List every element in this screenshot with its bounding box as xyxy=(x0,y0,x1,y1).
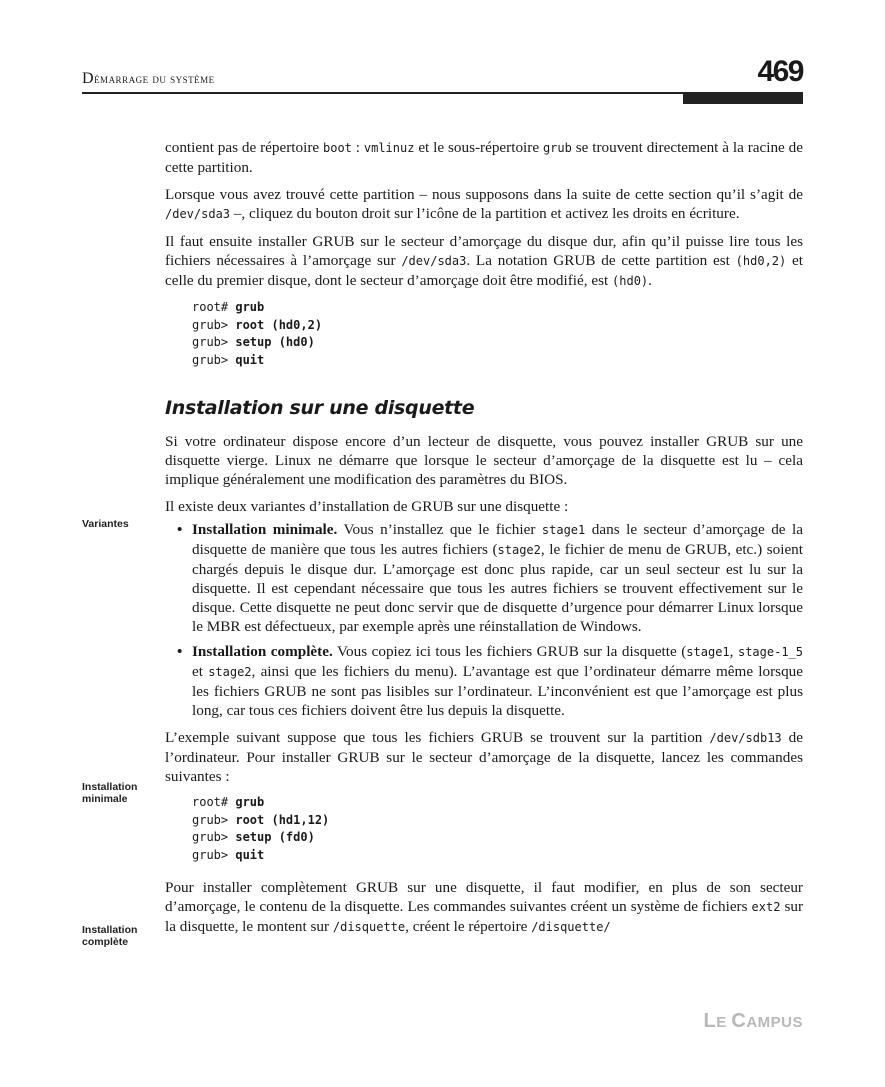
publisher-logo: LE CAMPUS xyxy=(703,1010,803,1032)
header-rule-block xyxy=(683,94,803,104)
paragraph: L’exemple suivant suppose que tous les fichiers GRUB se trouvent sur la partition /dev/sdb13 de l’ordinateur. Pour installer GRUB sur le secteur d’amorçage de la disquette, lancez les commandes suivantes : xyxy=(165,729,803,785)
paragraph: Pour installer complètement GRUB sur une disquette, il faut modifier, en plus de son secteur d’amorçage, le contenu de la disquette. Les commandes suivantes créent un système de fichiers ext2 sur la disquette, le montent sur /disquette, créent le répertoire /disquette/ xyxy=(165,879,804,935)
margin-note-variantes: Variantes xyxy=(82,518,129,530)
page-number: 469 xyxy=(757,55,803,88)
code-block: root# grub grub> root (hd0,2) grub> setup (hd0) grub> quit xyxy=(192,300,323,367)
margin-note-minimale: Installation minimale xyxy=(82,781,138,805)
margin-note-complete: Installation complète xyxy=(82,924,138,948)
paragraph: contient pas de répertoire boot : vmlinuz et le sous-répertoire grub se trouvent directement à la racine de cette partition. xyxy=(165,139,803,176)
bullet-list xyxy=(165,520,803,720)
list-item: • Installation complète. Vous copiez ici tous les fichiers GRUB sur la disquette (stage1, stage-1_5 et stage2, ainsi que les fichiers du menu). L’avantage est que l’ordinateur démarre même lorsque les fichiers GRUB ne sont pas lisibles sur l’ordinateur. L’inconvénient est que l’amorçage est plus long, car tous ces fichiers doivent être lus depuis la disquette. xyxy=(192,642,803,720)
paragraph: Lorsque vous avez trouvé cette partition – nous supposons dans la suite de cette section qu’il s’agit de /dev/sda3 –, cliquez du bouton droit sur l’icône de la partition et activez les droits en écriture. xyxy=(165,186,803,222)
paragraph: Il existe deux variantes d’installation de GRUB sur une disquette : xyxy=(165,498,569,515)
code-block: root# grub grub> root (hd1,12) grub> setup (fd0) grub> quit xyxy=(192,795,330,862)
main-text xyxy=(165,138,803,945)
list-item: • Installation minimale. Vous n’installez que le fichier stage1 dans le secteur d’amorçage de la disquette de manière que tous les autres fichiers (stage2, le fichier de menu de GRUB, etc.) soient chargés depuis le disque dur. L’amorçage est donc plus rapide, car un seul secteur est lu sur la disquette. Il est cependant nécessaire que tous les autres fichiers se trouvent effectivement sur le disque. Cette disquette ne peut donc servir que de disquette d’urgence pour démarrer Linux lorsque le MBR est défectueux, par exemple après une réinstallation de Windows. xyxy=(192,520,803,636)
section-heading: Installation sur une disquette xyxy=(165,397,475,419)
paragraph: Il faut ensuite installer GRUB sur le secteur d’amorçage du disque dur, afin qu’il puisse lire tous les fichiers nécessaires à l’amorçage sur /dev/sda3. La notation GRUB de cette partition est (hd0,2) et celle du premier disque, dont le secteur d’amorçage doit être modifié, est (hd0). xyxy=(165,233,803,289)
running-title: Démarrage du système xyxy=(82,70,215,87)
paragraph: Si votre ordinateur dispose encore d’un lecteur de disquette, vous pouvez installer GRUB sur une disquette vierge. Linux ne démarre que lorsque le secteur d’amorçage de la disquette est lu – cela implique généralement une modification des paramètres du BIOS. xyxy=(165,433,803,488)
